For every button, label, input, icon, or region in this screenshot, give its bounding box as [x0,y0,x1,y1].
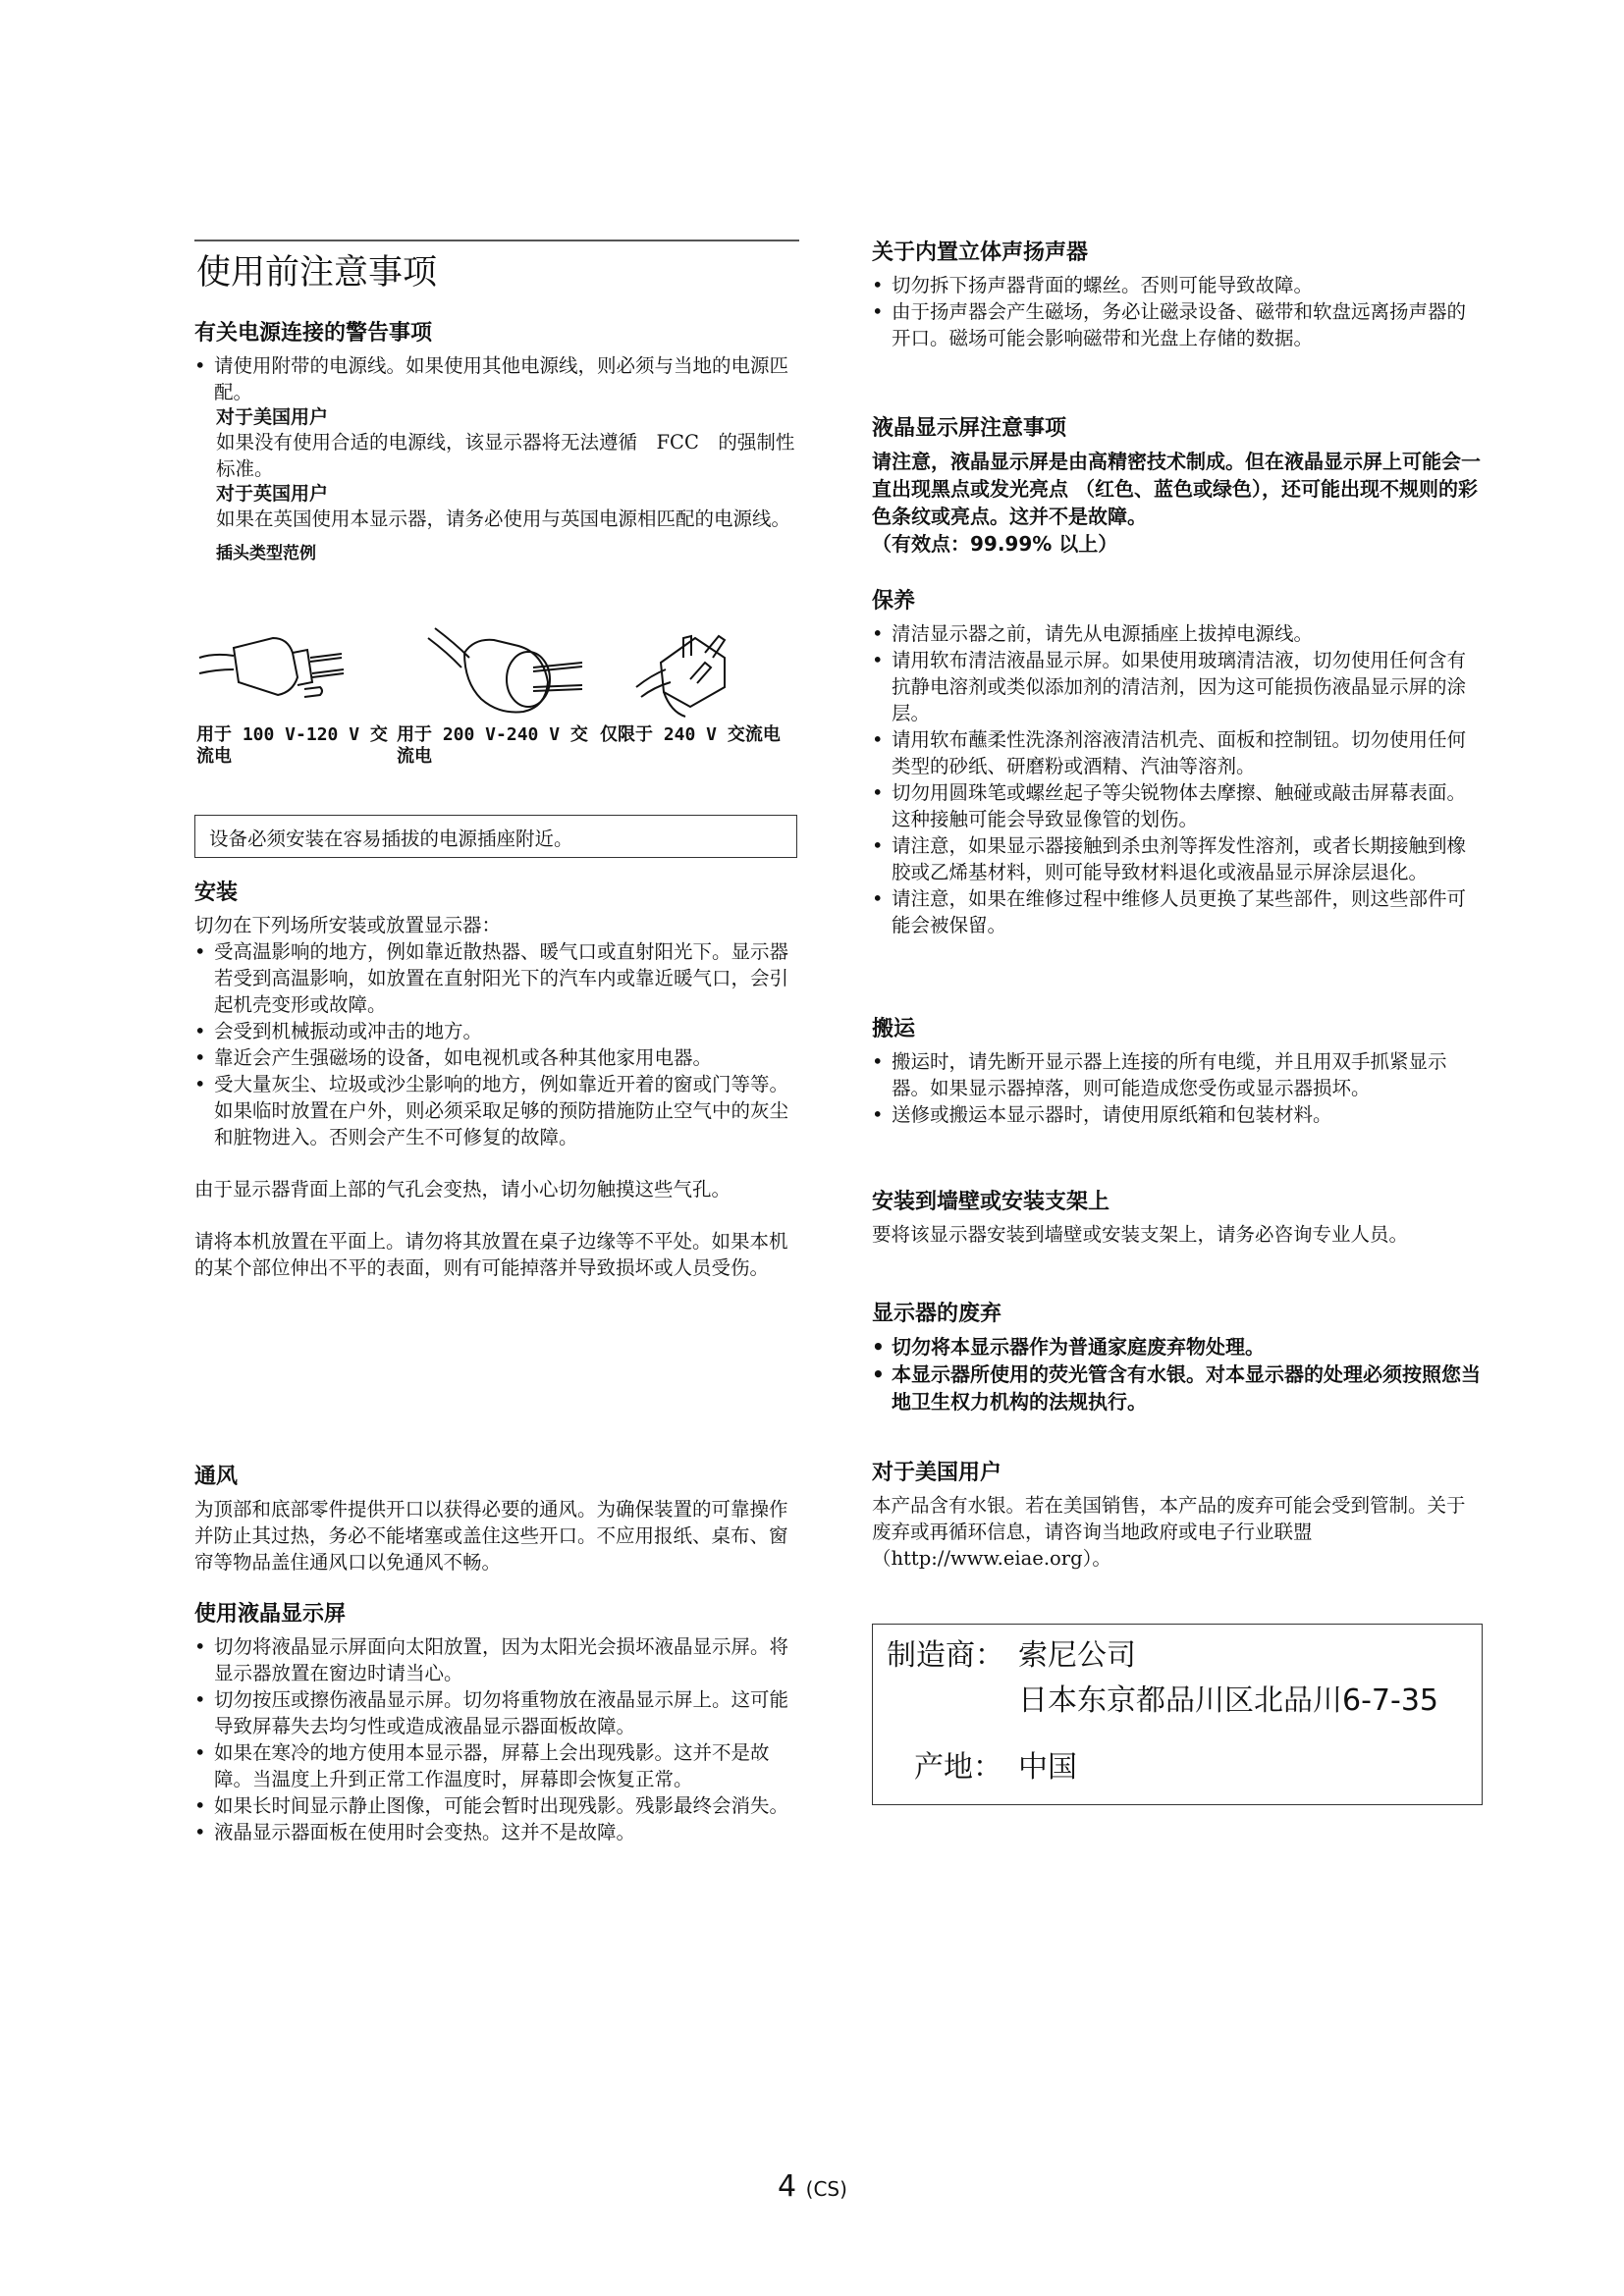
plug-types-label: 插头类型范例 [216,544,316,563]
list-item: • 请用软布清洁液晶显示屏。如果使用玻璃清洁液，切勿使用任何含有抗静电溶剂或类似添加剂的清洁剂，因为这可能损伤液晶显示屏的涂层。 [872,647,1481,726]
list-item: • 切勿将液晶显示屏面向太阳放置，因为太阳光会损坏液晶显示屏。将显示器放置在窗边时请当心。 [194,1633,799,1686]
maker-address: 日本东京都品川区北品川6-7-35 [1018,1683,1438,1718]
lcd-notes-section [872,414,1481,558]
disposal-list [872,1333,1481,1415]
list-item: • 由于扬声器会产生磁场，务必让磁录设备、磁带和软盘远离扬声器的开口。磁场可能会影响磁带和光盘上存储的数据。 [872,298,1481,351]
plug-illustrations [194,609,799,726]
lcd-notes-effective: （有效点：99.99% 以上） [872,532,1118,556]
plug-caption-uk: 仅限于 240 V 交流电 [600,724,781,745]
transport-heading: 搬运 [872,1017,916,1041]
transport-section [872,1015,1481,1128]
list-item: • 请使用附带的电源线。如果使用其他电源线，则必须与当地的电源匹配。 [194,352,799,405]
speaker-list [872,272,1481,351]
lcd-use-list [194,1633,799,1845]
power-section [194,319,799,565]
list-item: • 切勿将本显示器作为普通家庭废弃物处理。 [872,1333,1481,1361]
us-users-heading: 对于美国用户 [872,1461,1002,1485]
list-item: • 切勿用圆珠笔或螺丝起子等尖锐物体去摩擦、触碰或敲击屏幕表面。这种接触可能会导致显像管的划伤。 [872,779,1481,832]
lcd-use-section [194,1600,799,1845]
install-list [194,938,799,1150]
uk-users-text: 如果在英国使用本显示器，请务必使用与英国电源相匹配的电源线。 [216,507,791,530]
install-flat-note: 请将本机放置在平面上。请勿将其放置在桌子边缘等不平处。如果本机的某个部位伸出不平的表面，则有可能掉落并导致损坏或人员受伤。 [194,1230,788,1279]
list-item: • 本显示器所使用的荧光管含有水银。对本显示器的处理必须按照您当地卫生权力机构的法规执行。 [872,1361,1481,1415]
plug-caption-eu: 用于 200 V-240 V 交流电 [397,724,588,767]
list-item: • 送修或搬运本显示器时，请使用原纸箱和包装材料。 [872,1101,1481,1128]
wall-mount-section [872,1188,1481,1248]
ventilation-section [194,1463,799,1575]
plug-us-icon [199,638,344,697]
lcd-use-heading: 使用液晶显示屏 [194,1602,347,1627]
list-item: • 受高温影响的地方，例如靠近散热器、暖气口或直射阳光下。显示器若受到高温影响，如放置在直射阳光下的汽车内或靠近暖气口，会引起机壳变形或故障。 [194,938,799,1018]
wall-mount-heading: 安装到墙壁或安装支架上 [872,1190,1110,1214]
page-number [778,2169,847,2204]
us-users-text: 如果没有使用合适的电源线，该显示器将无法遵循 FCC 的强制性标准。 [216,431,795,480]
ventilation-heading: 通风 [194,1465,239,1489]
list-item: • 如果在寒冷的地方使用本显示器，屏幕上会出现残影。这并不是故障。当温度上升到正常工作温度时，屏幕即会恢复正常。 [194,1739,799,1792]
lcd-notes-text: 请注意，液晶显示屏是由高精密技术制成。但在液晶显示屏上可能会一直出现黑点或发光亮点 （红色、蓝色或绿色），还可能出现不规则的彩色条纹或亮点。这并不是故障。 [872,450,1481,528]
list-item: • 切勿拆下扬声器背面的螺丝。否则可能导致故障。 [872,272,1481,298]
maker-name: 索尼公司 [1018,1638,1136,1673]
origin-label: 产地： [914,1750,1002,1785]
plug-eu-icon [428,628,582,712]
maintenance-heading: 保养 [872,589,916,614]
disposal-heading: 显示器的废弃 [872,1302,1002,1326]
us-users-label: 对于美国用户 [216,406,329,428]
list-item: • 请注意，如果在维修过程中维修人员更换了某些部件，则这些部件可能会被保留。 [872,885,1481,938]
list-item: • 会受到机械振动或冲击的地方。 [194,1018,799,1044]
list-item: • 液晶显示器面板在使用时会变热。这并不是故障。 [194,1819,799,1845]
plug-uk-icon [636,636,725,717]
origin-value: 中国 [1018,1750,1077,1785]
page-title: 使用前注意事项 [196,253,438,293]
disposal-section [872,1300,1481,1415]
speaker-heading: 关于内置立体声扬声器 [872,240,1089,265]
list-item: • 清洁显示器之前，请先从电源插座上拔掉电源线。 [872,620,1481,647]
list-item: • 切勿按压或擦伤液晶显示屏。切勿将重物放在液晶显示屏上。这可能导致屏幕失去均匀性或造成液晶显示器面板故障。 [194,1686,799,1739]
install-intro: 切勿在下列场所安装或放置显示器： [194,914,502,936]
us-users-disposal-text: 本产品含有水银。若在美国销售，本产品的废弃可能会受到管制。关于废弃或再循环信息，请咨询当地政府或电子行业联盟 （http://www.eiae.org）。 [872,1494,1466,1570]
maker-label: 制造商： [887,1638,1004,1673]
install-heading: 安装 [194,881,239,905]
page-number-value: 4 [778,2169,797,2204]
maintenance-section [872,587,1481,938]
install-vent-note: 由于显示器背面上部的气孔会变热，请小心切勿触摸这些气孔。 [194,1178,731,1201]
notice-box [194,815,797,858]
page-number-suffix: (CS) [805,2177,847,2201]
lcd-notes-heading: 液晶显示屏注意事项 [872,416,1067,441]
notice-text: 设备必须安装在容易插拔的电源插座附近。 [209,828,573,850]
ventilation-text: 为顶部和底部零件提供开口以获得必要的通风。为确保装置的可靠操作并防止其过热，务必不能堵塞或盖住这些开口。不应用报纸、桌布、窗帘等物品盖住通风口以免通风不畅。 [194,1498,788,1574]
speaker-section [872,239,1481,351]
list-item: • 受大量灰尘、垃圾或沙尘影响的地方，例如靠近开着的窗或门等等。如果临时放置在户外，则必须采取足够的预防措施防止空气中的灰尘和脏物进入。否则会产生不可修复的故障。 [194,1071,799,1150]
maintenance-list [872,620,1481,938]
uk-users-label: 对于英国用户 [216,483,329,505]
install-section [194,879,799,1281]
list-item: • 如果长时间显示静止图像，可能会暂时出现残影。残影最终会消失。 [194,1792,799,1819]
plug-caption-us: 用于 100 V-120 V 交流电 [196,724,388,767]
list-item: • 靠近会产生强磁场的设备，如电视机或各种其他家用电器。 [194,1044,799,1071]
list-item: • 搬运时，请先断开显示器上连接的所有电缆，并且用双手抓紧显示器。如果显示器掉落，则可能造成您受伤或显示器损坏。 [872,1048,1481,1101]
wall-mount-text: 要将该显示器安装到墙壁或安装支架上，请务必咨询专业人员。 [872,1223,1409,1246]
manufacturer-box [872,1624,1483,1805]
transport-list [872,1048,1481,1128]
list-item: • 请用软布蘸柔性洗涤剂溶液清洁机壳、面板和控制钮。切勿使用任何类型的砂纸、研磨粉或酒精、汽油等溶剂。 [872,726,1481,779]
power-list [194,352,799,405]
power-heading: 有关电源连接的警告事项 [194,321,433,346]
list-item: • 请注意，如果显示器接触到杀虫剂等挥发性溶剂，或者长期接触到橡胶或乙烯基材料，则可能导致材料退化或液晶显示屏涂层退化。 [872,832,1481,885]
title-rule [194,240,799,241]
us-users-section [872,1459,1481,1572]
